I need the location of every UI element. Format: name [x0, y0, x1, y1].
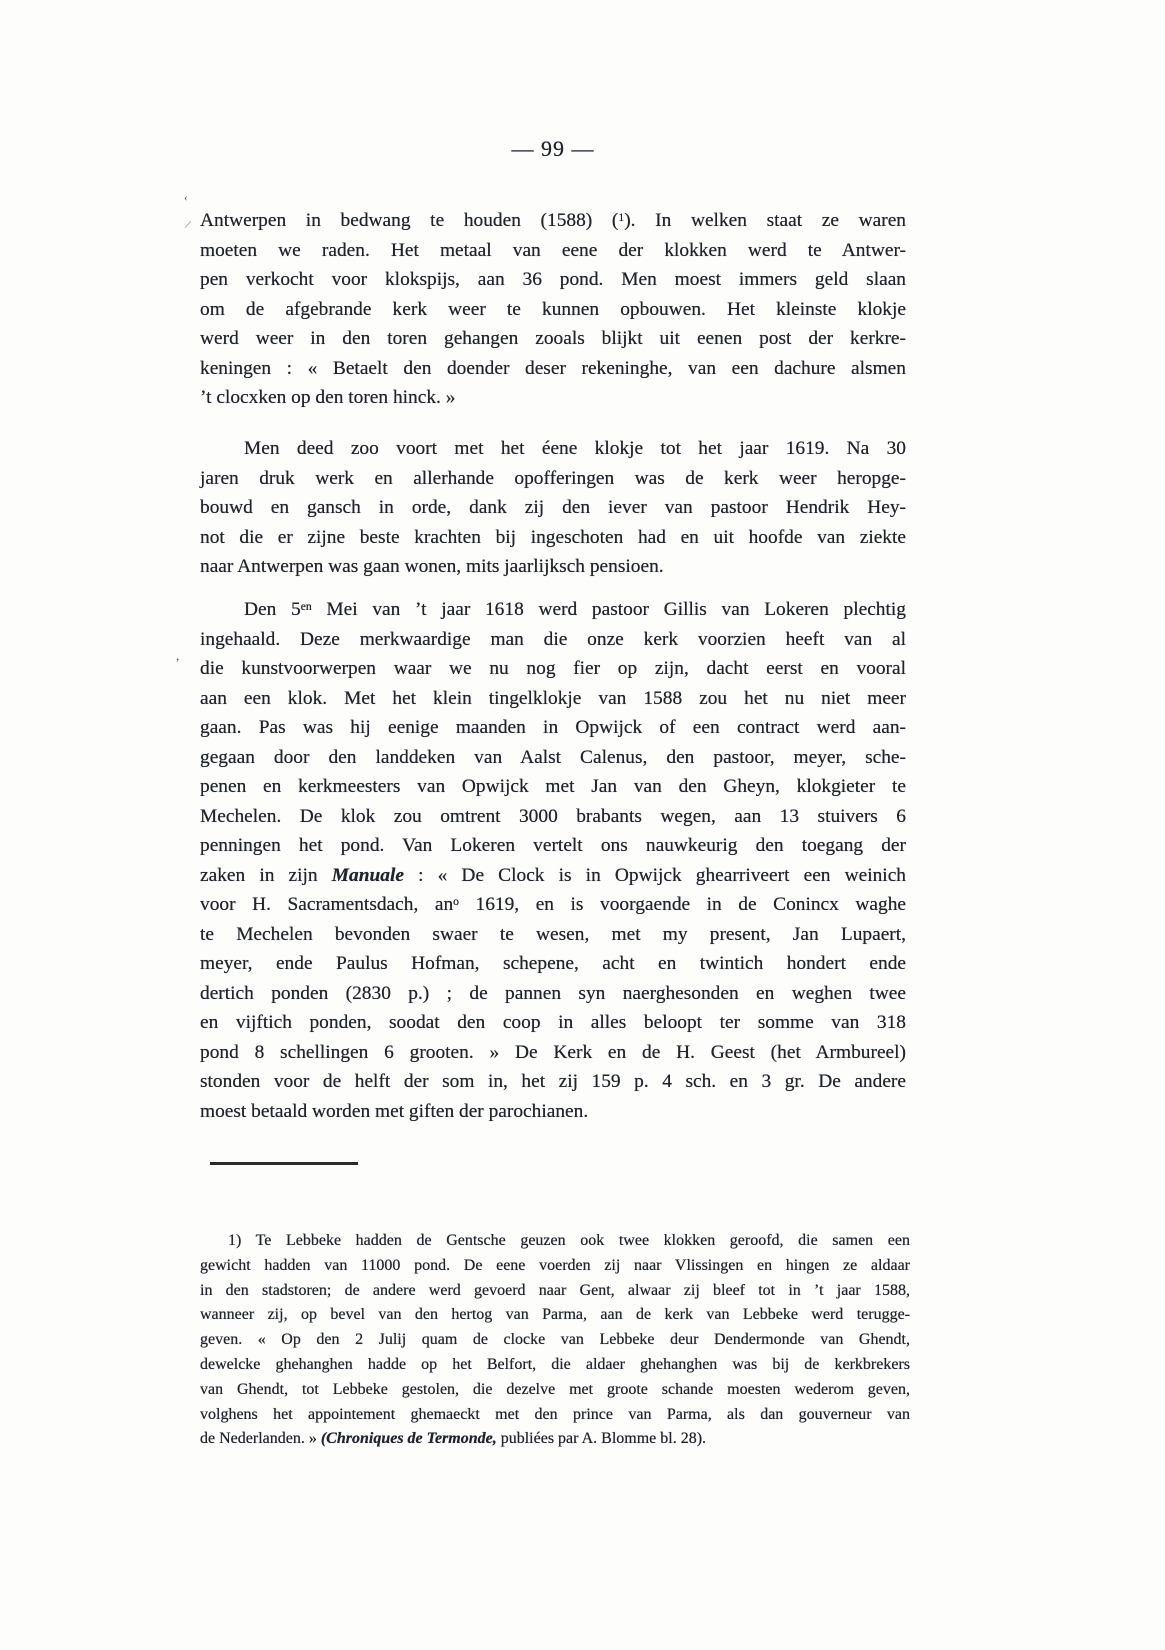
page-number: — 99 —	[511, 136, 595, 161]
text-line: Men deed zoo voort met het éene klokje tot het jaar 1619. Na 30	[244, 438, 906, 459]
body-paragraph-2	[200, 434, 906, 582]
text-line: gegaan door den landdeken van Aalst Calenus, den pastoor, meyer, sche-	[200, 746, 906, 768]
text-line: volghens het appointement ghemaeckt met den prince van Parma, als dan gouverneur van	[200, 1405, 910, 1423]
text-line: moest betaald worden met giften der parochianen.	[200, 1100, 589, 1122]
text-line: gaan. Pas was hij eenige maanden in Opwijck of een contract werd aan-	[200, 717, 906, 738]
text-line: stonden voor de helft der som in, het zij 159 p. 4 sch. en 3 gr. De andere	[200, 1071, 906, 1092]
text-line: keningen : « Betaelt den doender deser rekeninghe, van een dachure alsmen	[200, 357, 906, 379]
text-line: Mechelen. De klok zou omtrent 3000 brabants wegen, aan 13 stuivers 6	[200, 805, 906, 827]
text-line: not die er zijne beste krachten bij ingeschoten had en uit hoofde van ziekte	[200, 526, 906, 548]
text-line: ingehaald. Deze merkwaardige man die onze kerk voorzien heeft van al	[200, 628, 906, 650]
text-line: 1) Te Lebbeke hadden de Gentsche geuzen ook twee klokken geroofd, die samen een	[228, 1232, 910, 1249]
text-line: voor H. Sacramentsdach, $an^o$ 1619, en is voorgaende in de Conincx waghe	[200, 894, 906, 915]
text-line: bouwd en gansch in orde, dank zij den iever van pastoor Hendrik Hey-	[200, 497, 906, 518]
body-paragraph-1	[200, 206, 906, 413]
text-line: pen verkocht voor klokspijs, aan 36 pond. Men moest immers geld slaan	[200, 269, 906, 290]
body-paragraph-3	[200, 595, 906, 1126]
text-line: ’t clocxken op den toren hinck. »	[200, 387, 456, 408]
text-line: zaken in zijn Manuale : « De Clock is in Opwijck ghearriveert een weinich	[200, 864, 906, 886]
text-line: die kunstvoorwerpen waar we nu nog fier op zijn, dacht eerst en vooral	[200, 658, 906, 679]
text-line: geven. « Op den 2 Julij quam de clocke van Lebbeke deur Dendermonde van Ghendt,	[200, 1331, 910, 1349]
text-line: meyer, ende Paulus Hofman, schepene, acht en twintich hondert ende	[200, 953, 906, 974]
scan-speck: ‹	[184, 192, 188, 204]
text-line: in den stadstoren; de andere werd gevoerd naar Gent, alwaar zij bleef tot in ’t jaar 1588,	[200, 1281, 910, 1299]
scan-speck: ⁄	[186, 218, 190, 232]
footnote	[200, 1229, 910, 1452]
text-line: penen en kerkmeesters van Opwijck met Jan van den Gheyn, klokgieter te	[200, 776, 906, 797]
text-line: Antwerpen in bedwang te houden (1588) ($^1$). In welken staat ze waren	[200, 210, 907, 231]
text-line: dewelcke ghehanghen hadde op het Belfort, die aldaer ghehanghen was bij de kerkbrekers	[200, 1355, 910, 1373]
text-line: werd weer in den toren gehangen zooals blijkt uit eenen post der kerkre-	[200, 328, 906, 349]
text-line: aan een klok. Met het klein tingelklokje van 1588 zou het nu niet meer	[200, 687, 906, 709]
text-line: en vijftich ponden, soodat den coop in alles beloopt ter somme van 318	[200, 1012, 906, 1033]
text-line: pond 8 schellingen 6 grooten. » De Kerk en de H. Geest (het Armbureel)	[200, 1041, 906, 1063]
text-line: naar Antwerpen was gaan wonen, mits jaarlijksch pensioen.	[200, 556, 664, 577]
scan-speck: ,	[176, 648, 180, 663]
text-line: penningen het pond. Van Lokeren vertelt ons nauwkeurig den toegang der	[200, 835, 906, 856]
text-line: dertich ponden (2830 p.) ; de pannen syn naerghesonden en weghen twee	[200, 982, 906, 1004]
text-line: te Mechelen bevonden swaer te wesen, met my present, Jan Lupaert,	[200, 923, 906, 945]
text-line: jaren druk werk en allerhande opofferingen was de kerk weer heropge-	[200, 467, 906, 489]
text-line: gewicht hadden van 11000 pond. De eene voerden zij naar Vlissingen en hingen ze aldaar	[200, 1256, 910, 1274]
text-line: moeten we raden. Het metaal van eene der klokken werd te Antwer-	[200, 239, 906, 261]
footnote-separator	[210, 1162, 358, 1165]
text-line: om de afgebrande kerk weer te kunnen opbouwen. Het kleinste klokje	[200, 298, 906, 320]
text-line: wanneer zij, op bevel van den hertog van Parma, aan de kerk van Lebbeke werd terugge-	[200, 1306, 910, 1324]
text-line: de Nederlanden. » (Chroniques de Termonde, publiées par A. Blomme bl. 28).	[200, 1430, 707, 1448]
text-line: van Ghendt, tot Lebbeke gestolen, die dezelve met groote schande moesten wederom geven,	[200, 1380, 910, 1398]
text-line: Den $5^{en}$ Mei van ’t jaar 1618 werd pastoor Gillis van Lokeren plechtig	[244, 599, 906, 620]
